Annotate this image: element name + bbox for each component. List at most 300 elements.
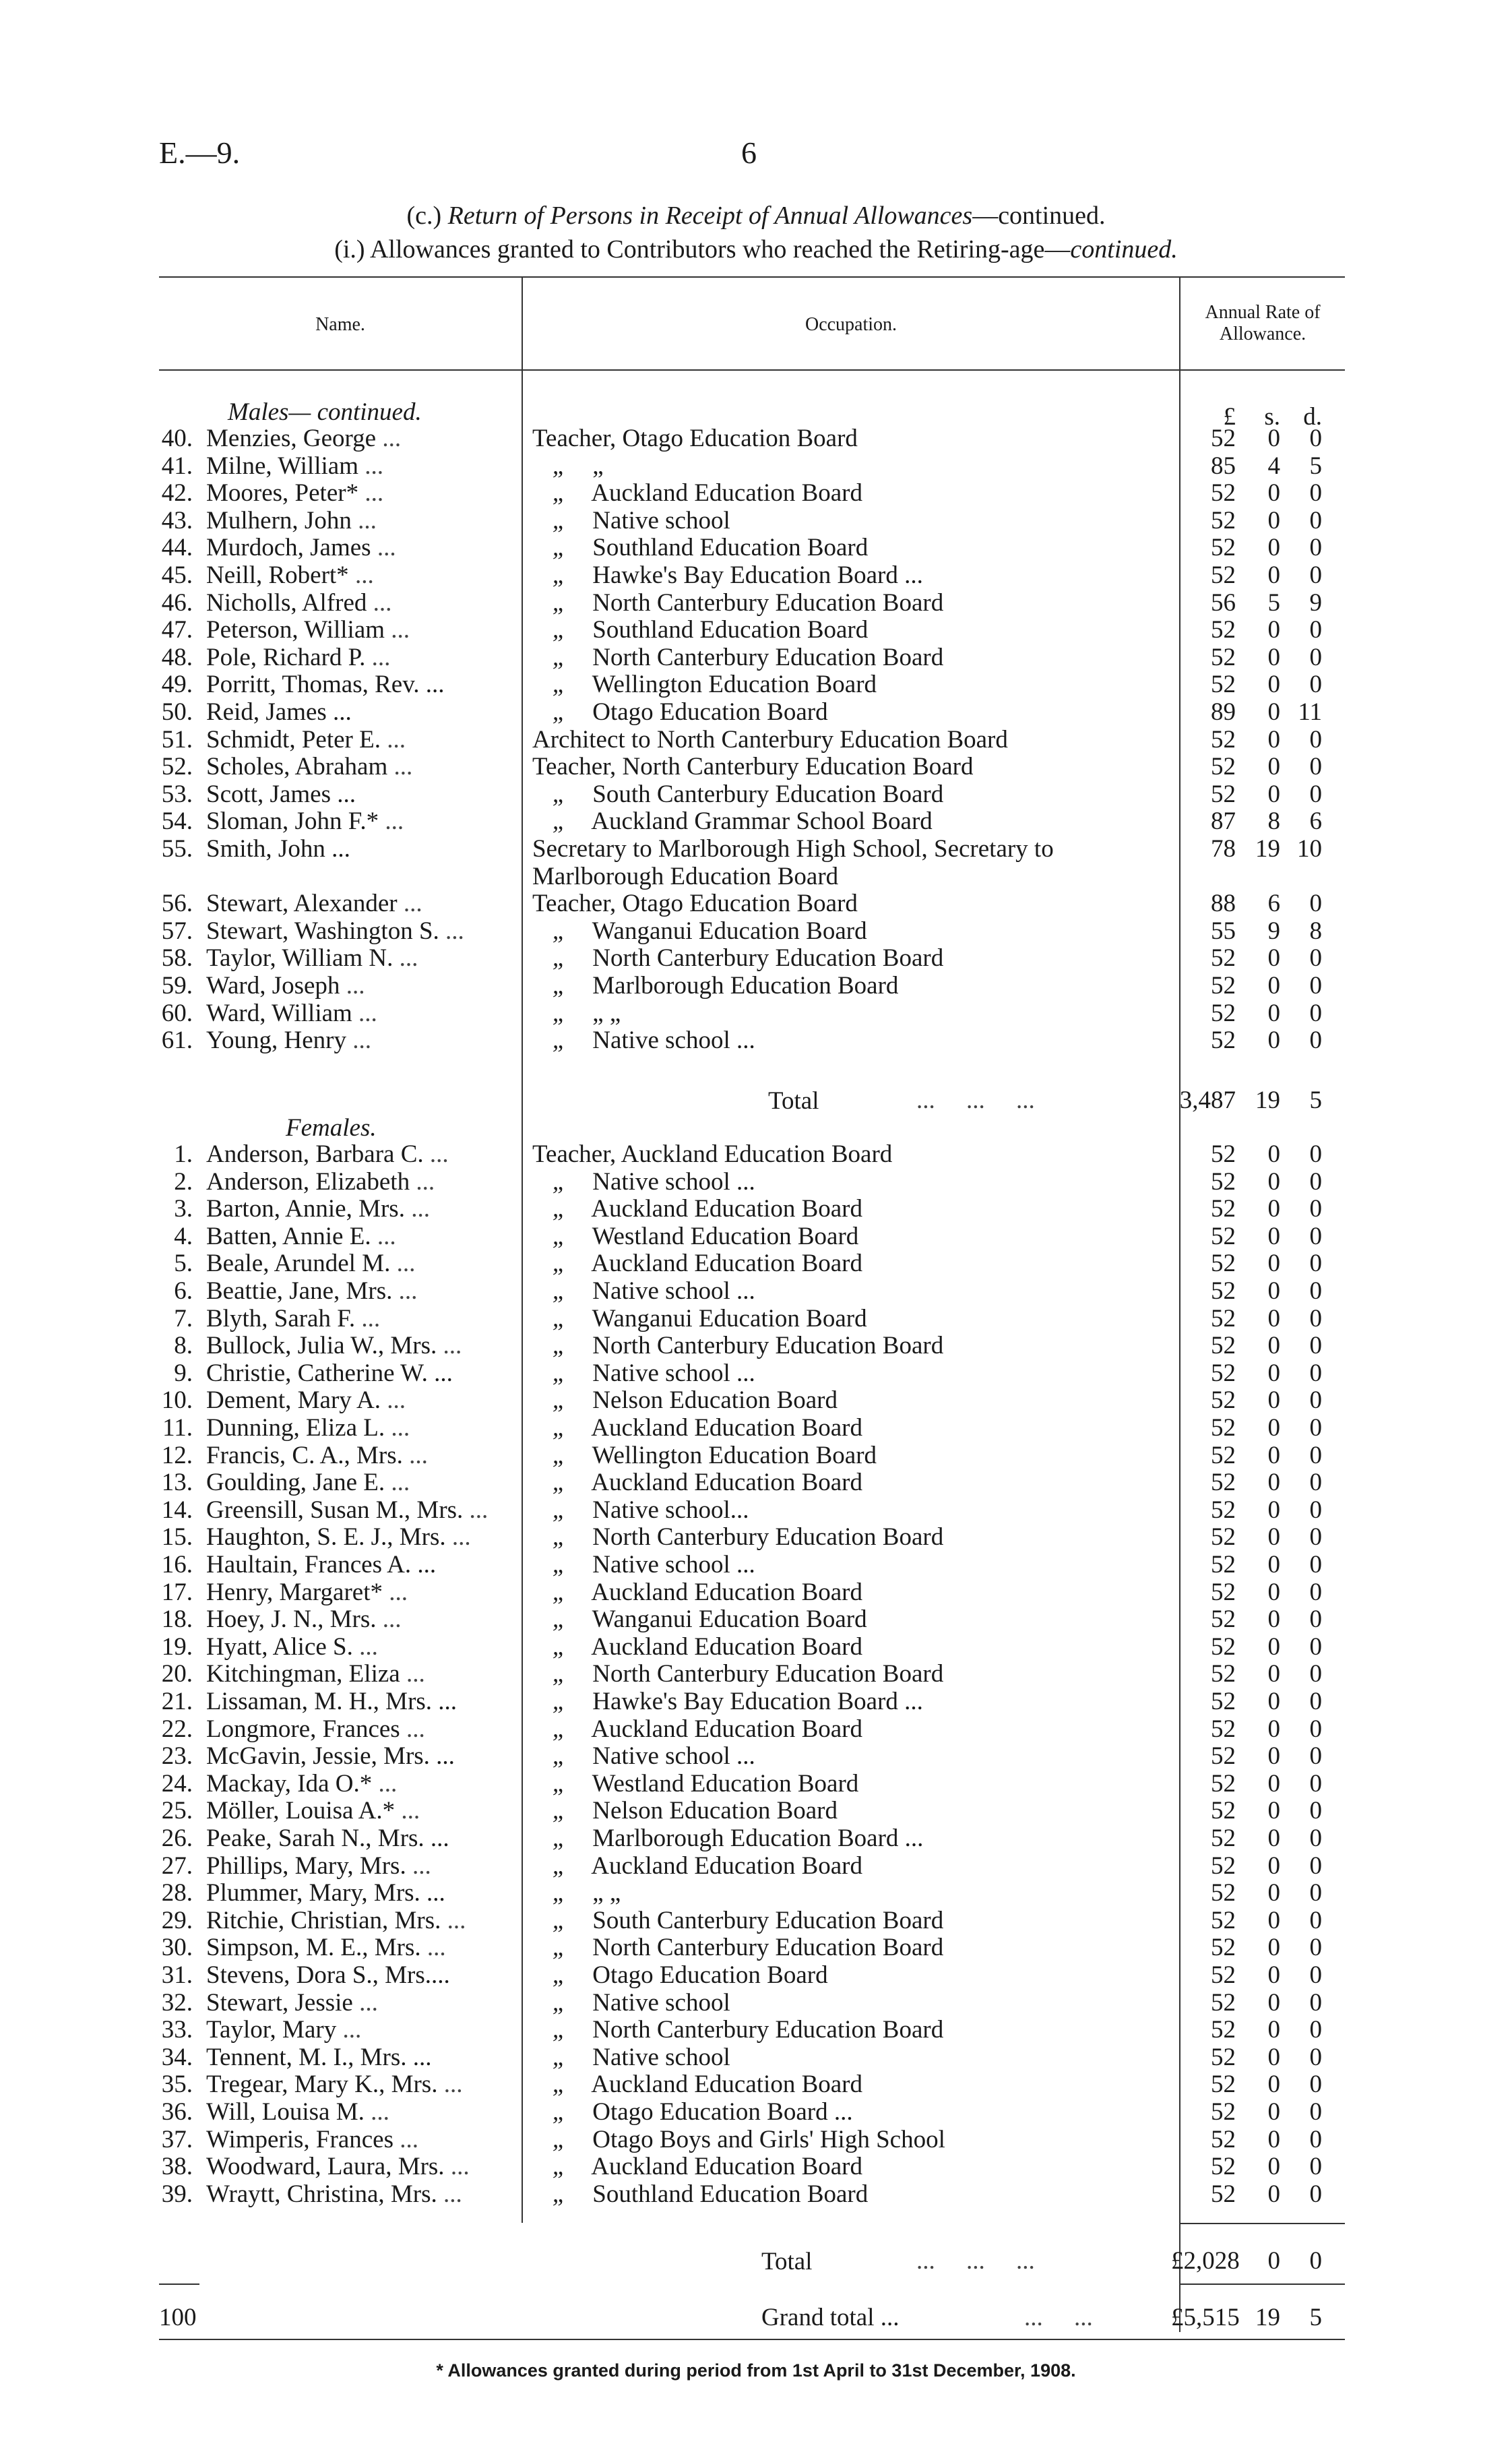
- row-number: 43.: [161, 506, 193, 534]
- occupation: [532, 1223, 1166, 1250]
- occupation-role: „: [552, 1469, 567, 1497]
- allowance-pounds: 52: [1211, 1769, 1236, 1798]
- occupation-role: „: [552, 1441, 567, 1469]
- occupation-board: Wellington Education Board: [592, 1441, 877, 1469]
- occupation-board: Auckland Education Board: [591, 1250, 862, 1278]
- occupation-role: „: [552, 2098, 567, 2126]
- occupation: [532, 2126, 1166, 2153]
- table-row: [0, 1026, 1512, 1054]
- allowance-shillings: 19: [1255, 835, 1280, 863]
- table-row: [0, 1250, 1512, 1277]
- row-number: 47.: [161, 616, 193, 644]
- row-number: 40.: [161, 425, 193, 452]
- allowance-shillings: 9: [1267, 917, 1280, 945]
- allowance-shillings: 0: [1267, 999, 1280, 1027]
- row-number: 25.: [161, 1797, 193, 1825]
- table-row: [0, 780, 1512, 808]
- occupation-board: Westland Education Board: [592, 1222, 859, 1250]
- allowance-pence: 0: [1309, 2153, 1322, 2181]
- table-row: [0, 1496, 1512, 1524]
- allowance-pence: 0: [1309, 1605, 1322, 1634]
- person-name: Barton, Annie, Mrs. ...: [206, 1195, 430, 1223]
- row-number: 16.: [161, 1551, 193, 1579]
- allowance-shillings: 0: [1267, 1277, 1280, 1305]
- occupation-role: „: [552, 1277, 567, 1305]
- allowance-pounds: 52: [1211, 479, 1236, 508]
- table-row: [0, 425, 1512, 452]
- occupation-role: „: [552, 917, 567, 945]
- allowance-pence: 5: [1309, 452, 1322, 480]
- occupation: [532, 1277, 1166, 1305]
- allowance-pounds: 89: [1211, 698, 1236, 726]
- section-heading-males: Males— continued.: [228, 398, 422, 426]
- row-number: 45.: [161, 561, 193, 589]
- occupation-board: Wellington Education Board: [592, 671, 877, 699]
- row-number: 50.: [161, 698, 193, 726]
- row-number: 5.: [174, 1250, 193, 1278]
- person-name: Beale, Arundel M. ...: [206, 1250, 416, 1278]
- person-name: Phillips, Mary, Mrs. ...: [206, 1851, 431, 1880]
- occupation-role: „: [552, 944, 567, 973]
- allowance-pounds: 52: [1211, 1988, 1236, 2017]
- occupation-board: Auckland Education Board: [591, 1578, 862, 1606]
- allowance-shillings: 0: [1267, 1851, 1280, 1880]
- person-name: Schmidt, Peter E. ...: [206, 725, 406, 754]
- occupation-board: North Canterbury Education Board: [592, 643, 944, 671]
- allowance-pence: 0: [1309, 1632, 1322, 1661]
- table-row: [0, 452, 1512, 480]
- occupation-board: Auckland Education Board: [591, 1632, 862, 1661]
- allowance-pence: 0: [1309, 890, 1322, 918]
- row-number: 31.: [161, 1961, 193, 1989]
- person-name: Wraytt, Christina, Mrs. ...: [206, 2180, 462, 2208]
- row-number: 4.: [174, 1222, 193, 1250]
- table-row: [0, 1442, 1512, 1469]
- occupation-board: Auckland Education Board: [591, 1414, 862, 1442]
- table-row: [0, 1277, 1512, 1305]
- row-number: 51.: [161, 725, 193, 754]
- grand-sum-rule: [1180, 2284, 1345, 2285]
- males-total-row: ... ... ... 3,487 19 5: [916, 1086, 1322, 1114]
- table-row: [0, 807, 1512, 835]
- occupation: [532, 2098, 1166, 2126]
- allowance-pence: 0: [1309, 2043, 1322, 2071]
- allowance-pounds: 52: [1211, 1167, 1236, 1196]
- table-subtitle: [0, 235, 1512, 264]
- grand-total-label: Grand total ...: [761, 2304, 900, 2331]
- occupation: [532, 534, 1166, 561]
- person-name: Henry, Margaret* ...: [206, 1578, 408, 1606]
- occupation: [532, 780, 1166, 808]
- row-number: 7.: [174, 1304, 193, 1332]
- allowance-pence: 0: [1309, 1742, 1322, 1771]
- occupation-role: „: [552, 1632, 567, 1661]
- occupation-board: Secretary to Marlborough High School, Secretary to: [532, 835, 1054, 863]
- row-number: 54.: [161, 807, 193, 836]
- allowance-pence: 0: [1309, 1469, 1322, 1497]
- occupation: [532, 1961, 1166, 1989]
- allowance-pounds: 52: [1211, 1026, 1236, 1055]
- occupation: [532, 890, 1166, 917]
- allowance-shillings: 0: [1267, 1304, 1280, 1332]
- occupation: [532, 698, 1166, 726]
- allowance-shillings: 0: [1267, 2180, 1280, 2208]
- grand-total-pounds: £5,515: [1171, 2304, 1240, 2331]
- occupation-board: Native school ...: [592, 1742, 755, 1771]
- allowance-shillings: 0: [1267, 1715, 1280, 1743]
- occupation-board: North Canterbury Education Board: [622, 753, 974, 781]
- person-name: Lissaman, M. H., Mrs. ...: [206, 1688, 458, 1715]
- occupation-board: Auckland Education Board: [591, 1195, 862, 1223]
- person-name: Milne, William ...: [206, 452, 383, 480]
- allowance-pounds: 52: [1211, 1879, 1236, 1907]
- row-number: 11.: [162, 1414, 193, 1442]
- occupation: [532, 2153, 1166, 2180]
- table-row: [0, 616, 1512, 644]
- table-row: [0, 671, 1512, 698]
- occupation-role: „: [552, 2153, 567, 2181]
- occupation-role: „: [552, 452, 567, 480]
- person-name: Batten, Annie E. ...: [206, 1222, 396, 1250]
- allowance-pounds: 52: [1211, 1523, 1236, 1552]
- page-number: 6: [741, 135, 757, 170]
- allowance-shillings: 0: [1267, 1906, 1280, 1934]
- table-row: [0, 1742, 1512, 1770]
- occupation-board: Native school: [592, 1988, 730, 2017]
- allowance-pounds: 52: [1211, 561, 1236, 589]
- row-number: 46.: [161, 588, 193, 617]
- table-row: [0, 2098, 1512, 2126]
- occupation-board: Auckland Education Board: [591, 2071, 862, 2099]
- row-number: 17.: [161, 1578, 193, 1606]
- allowance-shillings: 0: [1267, 1026, 1280, 1055]
- allowance-pence: 0: [1309, 972, 1322, 1000]
- person-name: Scholes, Abraham ...: [206, 753, 413, 781]
- table-row: [0, 890, 1512, 917]
- allowance-pounds: 52: [1211, 643, 1236, 671]
- occupation: [532, 1770, 1166, 1798]
- table-row: [0, 1825, 1512, 1852]
- row-number: 48.: [161, 643, 193, 671]
- allowance-pence: 0: [1309, 1851, 1322, 1880]
- allowance-pence: 0: [1309, 2125, 1322, 2153]
- allowance-pounds: 52: [1211, 2180, 1236, 2208]
- person-name: Sloman, John F.* ...: [206, 807, 404, 836]
- allowance-shillings: 0: [1267, 2071, 1280, 2099]
- occupation: [532, 644, 1166, 671]
- allowance-pence: 0: [1309, 1688, 1322, 1715]
- occupation: [532, 1797, 1166, 1825]
- person-name: Peterson, William ...: [206, 616, 410, 644]
- person-name: Hoey, J. N., Mrs. ...: [206, 1605, 402, 1634]
- allowance-pence: 0: [1309, 671, 1322, 699]
- allowance-pence: 0: [1309, 2098, 1322, 2126]
- allowance-shillings: 0: [1267, 1332, 1280, 1360]
- person-name: Goulding, Jane E. ...: [206, 1469, 410, 1497]
- occupation-board: Nelson Education Board: [592, 1797, 838, 1825]
- row-number: 29.: [161, 1906, 193, 1934]
- allowance-pounds: 52: [1211, 1140, 1236, 1168]
- row-number: 24.: [161, 1769, 193, 1798]
- occupation: [532, 1140, 1166, 1168]
- occupation-role: „: [552, 1195, 567, 1223]
- females-total-label: Total: [761, 2248, 813, 2275]
- person-name: Kitchingman, Eliza ...: [206, 1660, 425, 1688]
- allowance-shillings: 0: [1267, 725, 1280, 754]
- allowance-shillings: 0: [1267, 698, 1280, 726]
- table-row: [0, 1989, 1512, 2017]
- allowance-pence: 0: [1309, 1715, 1322, 1743]
- allowance-pence: 10: [1297, 835, 1322, 863]
- allowance-pounds: 52: [1211, 944, 1236, 973]
- allowance-shillings: 0: [1267, 1769, 1280, 1798]
- occupation-role: „: [552, 1605, 567, 1634]
- allowance-shillings: 0: [1267, 1825, 1280, 1852]
- occupation-role: „: [552, 2016, 567, 2044]
- allowance-shillings: 0: [1267, 2098, 1280, 2126]
- allowance-pounds: 52: [1211, 2016, 1236, 2044]
- allowance-shillings: 0: [1267, 1386, 1280, 1415]
- person-name: Scott, James ...: [206, 780, 356, 808]
- allowance-pounds: 52: [1211, 1961, 1236, 1989]
- allowance-shillings: 0: [1267, 1688, 1280, 1715]
- person-name: Menzies, George ...: [206, 425, 402, 452]
- allowance-pence: 0: [1309, 2071, 1322, 2099]
- allowance-pence: 0: [1309, 1551, 1322, 1579]
- occupation: [532, 1633, 1166, 1661]
- allowance-pence: 0: [1309, 1195, 1322, 1223]
- table-row: [0, 1770, 1512, 1798]
- grand-total-count: 100: [159, 2304, 197, 2331]
- allowance-pounds: 52: [1211, 753, 1236, 781]
- occupation-board: South Canterbury Education Board: [592, 780, 944, 808]
- column-header-occupation: Occupation.: [805, 314, 897, 335]
- males-total-pence: 5: [1309, 1086, 1322, 1114]
- table-row: [0, 1140, 1512, 1168]
- table-row: [0, 917, 1512, 945]
- table-row: [0, 1961, 1512, 1989]
- allowance-shillings: 0: [1267, 1797, 1280, 1825]
- occupation-board: South Canterbury Education Board: [592, 1906, 944, 1934]
- allowance-pounds: 52: [1211, 616, 1236, 644]
- allowance-pounds: 52: [1211, 972, 1236, 1000]
- allowance-pounds: 52: [1211, 425, 1236, 452]
- row-number: 39.: [161, 2180, 193, 2208]
- allowance-shillings: 4: [1267, 452, 1280, 480]
- row-number: 32.: [161, 1988, 193, 2017]
- table-row: [0, 1907, 1512, 1934]
- allowance-pounds: 52: [1211, 534, 1236, 562]
- row-number: 30.: [161, 1934, 193, 1962]
- occupation-role: „: [552, 1769, 567, 1798]
- occupation-board: Otago Education Board: [622, 425, 858, 452]
- row-number: 21.: [161, 1688, 193, 1715]
- table-row: [0, 2153, 1512, 2180]
- row-number: 3.: [174, 1195, 193, 1223]
- allowance-pounds: 52: [1211, 1195, 1236, 1223]
- occupation: [532, 1688, 1166, 1715]
- table-row: [0, 479, 1512, 507]
- allowance-pence: 8: [1309, 917, 1322, 945]
- allowance-pence: 0: [1309, 1496, 1322, 1524]
- allowance-pounds: 52: [1211, 1825, 1236, 1852]
- allowance-shillings: 0: [1267, 1222, 1280, 1250]
- occupation-board: Wanganui Education Board: [592, 917, 867, 945]
- occupation: [532, 1442, 1166, 1469]
- occupation-role: „: [552, 1851, 567, 1880]
- person-name: Simpson, M. E., Mrs. ...: [206, 1934, 446, 1962]
- occupation-role: „: [552, 534, 567, 562]
- allowance-pence: 0: [1309, 753, 1322, 781]
- row-number: 36.: [161, 2098, 193, 2126]
- person-name: Stewart, Washington S. ...: [206, 917, 464, 945]
- occupation: [532, 944, 1166, 972]
- row-number: 9.: [174, 1359, 193, 1387]
- person-name: Blyth, Sarah F. ...: [206, 1304, 381, 1332]
- allowance-pence: 0: [1309, 999, 1322, 1027]
- occupation-role: „: [552, 1167, 567, 1196]
- table-row: [0, 2071, 1512, 2098]
- subtitle-italic: continued.: [1070, 235, 1178, 264]
- occupation: [532, 917, 1166, 945]
- occupation-board: Native school ...: [592, 1551, 755, 1579]
- allowance-pence: 0: [1309, 1304, 1322, 1332]
- allowance-pence: 0: [1309, 1660, 1322, 1688]
- occupation-board: Marlborough Education Board ...: [592, 1825, 924, 1852]
- occupation: [532, 1551, 1166, 1579]
- occupation: [532, 1496, 1166, 1524]
- occupation: [532, 1934, 1166, 1961]
- allowance-pence: 0: [1309, 534, 1322, 562]
- person-name: Nicholls, Alfred ...: [206, 588, 392, 617]
- occupation-role: „: [552, 588, 567, 617]
- table-row: [0, 1934, 1512, 1961]
- allowance-pence: 0: [1309, 2180, 1322, 2208]
- allowance-pounds: 88: [1211, 890, 1236, 918]
- allowance-pounds: 56: [1211, 588, 1236, 617]
- occupation: [532, 1414, 1166, 1442]
- occupation-role: „: [552, 780, 567, 808]
- table-row: [0, 1579, 1512, 1606]
- currency-pence: d.: [1303, 403, 1322, 431]
- row-number: 14.: [161, 1496, 193, 1524]
- allowance-pounds: 55: [1211, 917, 1236, 945]
- allowance-pence: 0: [1309, 2016, 1322, 2044]
- person-name: Young, Henry ...: [206, 1026, 371, 1055]
- table-row: [0, 2180, 1512, 2208]
- occupation: [532, 835, 1166, 863]
- person-name: Stewart, Alexander ...: [206, 890, 422, 918]
- allowance-pence: 0: [1309, 561, 1322, 589]
- females-sum-rule: [1180, 2223, 1345, 2224]
- table-row: [0, 944, 1512, 972]
- allowance-pounds: 52: [1211, 1715, 1236, 1743]
- row-number: 37.: [161, 2125, 193, 2153]
- occupation: [532, 1305, 1166, 1332]
- allowance-shillings: 0: [1267, 1496, 1280, 1524]
- row-number: 8.: [174, 1332, 193, 1360]
- allowance-shillings: 0: [1267, 1523, 1280, 1552]
- occupation-role: „: [552, 1332, 567, 1360]
- person-name: Dement, Mary A. ...: [206, 1386, 406, 1415]
- occupation-board: Architect to North Canterbury Education Board: [532, 725, 1008, 754]
- allowance-pence: 0: [1309, 1414, 1322, 1442]
- allowance-pounds: 52: [1211, 1742, 1236, 1771]
- allowance-pence: 0: [1309, 1359, 1322, 1387]
- occupation: [532, 1523, 1166, 1551]
- person-name: Bullock, Julia W., Mrs. ...: [206, 1332, 462, 1360]
- table-title: [0, 201, 1512, 231]
- person-name: Porritt, Thomas, Rev. ...: [206, 671, 445, 699]
- allowance-shillings: 0: [1267, 425, 1280, 452]
- row-number: 27.: [161, 1851, 193, 1880]
- allowance-pence: 0: [1309, 1441, 1322, 1469]
- allowance-pence: 0: [1309, 1934, 1322, 1962]
- allowance-pounds: 52: [1211, 1304, 1236, 1332]
- currency-pounds: £: [1223, 403, 1236, 431]
- occupation: [532, 1332, 1166, 1359]
- allowance-pounds: 78: [1211, 835, 1236, 863]
- occupation-role: „: [552, 972, 567, 1000]
- person-name: Ward, Joseph ...: [206, 972, 365, 1000]
- occupation-board: Auckland Education Board: [591, 2153, 862, 2181]
- allowance-pence: 0: [1309, 616, 1322, 644]
- allowance-shillings: 0: [1267, 1988, 1280, 2017]
- row-number: 13.: [161, 1469, 193, 1497]
- row-number: 18.: [161, 1605, 193, 1634]
- occupation: [532, 753, 1166, 780]
- allowance-pence: 0: [1309, 1906, 1322, 1934]
- row-number: 23.: [161, 1742, 193, 1771]
- occupation-board: North Canterbury Education Board: [592, 1523, 944, 1552]
- allowance-shillings: 0: [1267, 1605, 1280, 1634]
- allowance-shillings: 5: [1267, 588, 1280, 617]
- occupation-role: Teacher,: [532, 753, 617, 781]
- row-number: 35.: [161, 2071, 193, 2099]
- occupation: [532, 1660, 1166, 1688]
- occupation-role: „: [552, 1496, 567, 1524]
- table-row: [0, 1000, 1512, 1027]
- row-number: 6.: [174, 1277, 193, 1305]
- allowance-pence: 0: [1309, 1769, 1322, 1798]
- person-name: Plummer, Mary, Mrs. ...: [206, 1879, 445, 1907]
- occupation-board: Auckland Education Board: [591, 1851, 862, 1880]
- person-name: Taylor, Mary ...: [206, 2016, 362, 2044]
- occupation-board: Hawke's Bay Education Board ...: [592, 1688, 923, 1715]
- row-number: 34.: [161, 2043, 193, 2071]
- allowance-shillings: 0: [1267, 616, 1280, 644]
- table-row: [0, 1633, 1512, 1661]
- occupation-board: Wanganui Education Board: [592, 1304, 867, 1332]
- person-name: Moores, Peter* ...: [206, 479, 384, 508]
- row-number: 60.: [161, 999, 193, 1027]
- allowance-pounds: 52: [1211, 1250, 1236, 1278]
- occupation-role: Teacher,: [532, 425, 617, 452]
- row-number: 57.: [161, 917, 193, 945]
- occupation-board: North Canterbury Education Board: [592, 2016, 944, 2044]
- person-name: Taylor, William N. ...: [206, 944, 418, 973]
- occupation-role: „: [552, 1934, 567, 1962]
- table-row: [0, 1195, 1512, 1223]
- allowance-pounds: 52: [1211, 671, 1236, 699]
- occupation: [532, 1715, 1166, 1743]
- occupation: [532, 1605, 1166, 1633]
- occupation: [532, 1359, 1166, 1387]
- occupation-role: „: [552, 1742, 567, 1771]
- title-italic: Return of Persons in Receipt of Annual Allowances: [447, 202, 973, 230]
- allowance-pounds: 52: [1211, 1632, 1236, 1661]
- allowance-shillings: 0: [1267, 1961, 1280, 1989]
